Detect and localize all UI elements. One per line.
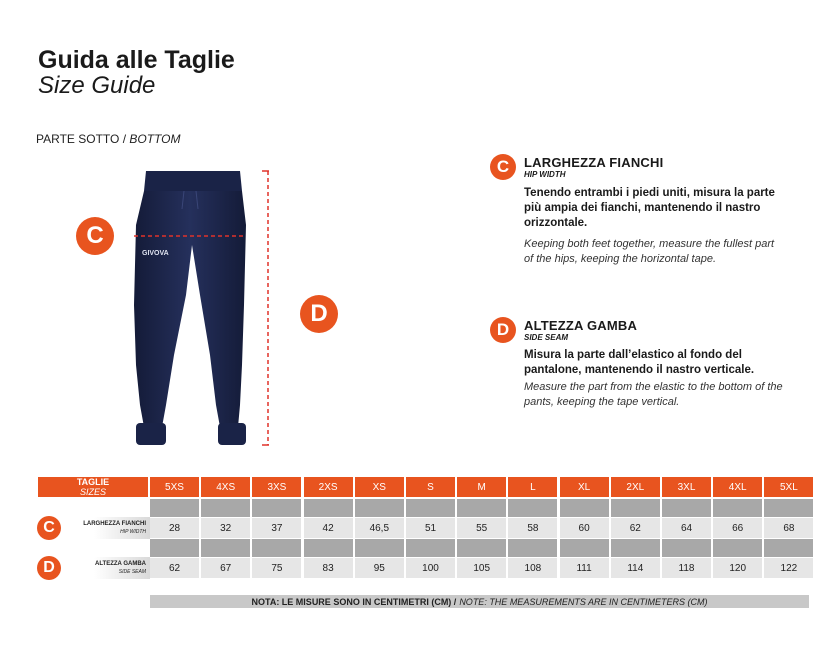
pants-left-cuff xyxy=(136,423,166,445)
row-c-spacer xyxy=(38,500,148,516)
side-seam-value-cell: 67 xyxy=(201,558,250,578)
side-seam-value-cell: 120 xyxy=(713,558,762,578)
page-subtitle: Size Guide xyxy=(38,72,156,99)
marker-d: D xyxy=(300,295,338,333)
measurement-note-en: NOTE: THE MEASUREMENTS ARE IN CENTIMETERS (CM) xyxy=(459,596,708,607)
table-spacer-cell xyxy=(662,539,711,557)
side-seam-value-cell: 95 xyxy=(355,558,404,578)
size-header-cell: XS xyxy=(355,477,404,497)
size-header-cell: 5XS xyxy=(150,477,199,497)
table-spacer-cell xyxy=(457,539,506,557)
side-seam-value-cell: 105 xyxy=(457,558,506,578)
hip-width-value-cell: 42 xyxy=(304,518,353,538)
section-label xyxy=(36,132,181,146)
size-header-cell: 4XS xyxy=(201,477,250,497)
size-header-cell: 3XL xyxy=(662,477,711,497)
hip-width-value-cell: 46,5 xyxy=(355,518,404,538)
table-spacer-cell xyxy=(201,499,250,517)
side-seam-title: ALTEZZA GAMBA xyxy=(524,318,638,333)
hip-width-value-cell: 37 xyxy=(252,518,301,538)
hip-width-value-cell: 68 xyxy=(764,518,813,538)
side-seam-text-it: Misura la parte dall’elastico al fondo del pantalone, mantenendo il nastro verticale. xyxy=(524,349,755,376)
row-label-side-seam xyxy=(64,557,150,579)
measurement-note xyxy=(150,595,809,608)
hip-width-text-en: Keeping both feet together, measure the fullest part of the hips, keeping the horizontal tape. xyxy=(524,238,775,265)
table-spacer-cell xyxy=(150,539,199,557)
table-spacer-cell xyxy=(611,539,660,557)
side-seam-value-cell: 100 xyxy=(406,558,455,578)
size-header-cell: 2XL xyxy=(611,477,660,497)
side-seam-value-cell: 111 xyxy=(560,558,609,578)
table-spacer-cell xyxy=(713,539,762,557)
pants-right-cuff xyxy=(218,423,246,445)
table-spacer-cell xyxy=(252,499,301,517)
side-seam-subtitle: SIDE SEAM xyxy=(524,333,569,342)
table-spacer-cell xyxy=(150,499,199,517)
table-header-it: TAGLIE xyxy=(76,477,110,487)
row-label-side-seam-it: ALTEZZA GAMBA xyxy=(95,561,146,567)
marker-c: C xyxy=(76,217,114,255)
hip-width-value-cell: 58 xyxy=(508,518,557,538)
hip-width-title: LARGHEZZA FIANCHI xyxy=(524,155,664,170)
table-spacer-cell xyxy=(560,539,609,557)
table-spacer-cell xyxy=(764,539,813,557)
table-spacer-cell xyxy=(508,539,557,557)
side-seam-value-cell: 122 xyxy=(764,558,813,578)
table-spacer-cell xyxy=(457,499,506,517)
hip-width-text-it: Tenendo entrambi i piedi uniti, misura la parte più ampia dei fianchi, mantenendo il nastro orizzontale. xyxy=(524,187,775,229)
row-label-hip-width xyxy=(64,517,150,539)
table-spacer-cell xyxy=(611,499,660,517)
table-header-sizes xyxy=(38,477,148,497)
section-label-en: BOTTOM xyxy=(129,132,181,146)
hip-width-value-cell: 28 xyxy=(150,518,199,538)
table-spacer-cell xyxy=(201,539,250,557)
table-spacer-cell xyxy=(508,499,557,517)
side-seam-value-cell: 75 xyxy=(252,558,301,578)
pants-illustration xyxy=(128,165,278,455)
side-seam-value-cell: 108 xyxy=(508,558,557,578)
hip-width-value-cell: 62 xyxy=(611,518,660,538)
table-spacer-cell xyxy=(713,499,762,517)
size-header-cell: 3XS xyxy=(252,477,301,497)
table-spacer-cell xyxy=(355,539,404,557)
page-title: Guida alle Taglie xyxy=(38,46,235,74)
section-separator: / xyxy=(119,132,130,146)
size-header-cell: L xyxy=(508,477,557,497)
table-spacer-cell xyxy=(304,539,353,557)
size-header-cell: 5XL xyxy=(764,477,813,497)
size-header-cell: S xyxy=(406,477,455,497)
size-header-cell: 2XS xyxy=(304,477,353,497)
hip-width-subtitle: HIP WIDTH xyxy=(524,170,566,179)
table-header-en: SIZES xyxy=(79,487,106,497)
side-seam-value-cell: 114 xyxy=(611,558,660,578)
row-marker-d: D xyxy=(37,556,61,580)
section-label-it: PARTE SOTTO xyxy=(36,132,120,146)
size-header-cell: M xyxy=(457,477,506,497)
table-spacer-cell xyxy=(355,499,404,517)
hip-width-value-cell: 64 xyxy=(662,518,711,538)
table-spacer-cell xyxy=(764,499,813,517)
size-header-cell: XL xyxy=(560,477,609,497)
pants-logo: GIVOVA xyxy=(142,250,169,257)
hip-width-value-cell: 32 xyxy=(201,518,250,538)
row-label-hip-width-en: HIP WIDTH xyxy=(120,529,146,535)
table-spacer-cell xyxy=(560,499,609,517)
table-spacer-cell xyxy=(662,499,711,517)
side-seam-value-cell: 83 xyxy=(304,558,353,578)
row-label-side-seam-en: SIDE SEAM xyxy=(118,569,146,575)
row-label-hip-width-it: LARGHEZZA FIANCHI xyxy=(83,521,146,527)
table-spacer-cell xyxy=(304,499,353,517)
row-marker-c: C xyxy=(37,516,61,540)
table-spacer-cell xyxy=(406,499,455,517)
info-marker-c: C xyxy=(490,154,516,180)
side-seam-text-en: Measure the part from the elastic to the bottom of the pants, keeping the tape vertical. xyxy=(524,381,783,408)
size-header-cell: 4XL xyxy=(713,477,762,497)
hip-width-value-cell: 51 xyxy=(406,518,455,538)
side-seam-value-cell: 62 xyxy=(150,558,199,578)
hip-width-value-cell: 55 xyxy=(457,518,506,538)
hip-width-value-cell: 60 xyxy=(560,518,609,538)
side-seam-value-cell: 118 xyxy=(662,558,711,578)
hip-width-value-cell: 66 xyxy=(713,518,762,538)
measurement-note-it: NOTA: LE MISURE SONO IN CENTIMETRI (CM) / xyxy=(251,596,457,607)
info-marker-d: D xyxy=(490,317,516,343)
table-spacer-cell xyxy=(252,539,301,557)
table-spacer-cell xyxy=(406,539,455,557)
pants-body xyxy=(134,191,246,427)
pants-waistband xyxy=(144,171,242,191)
